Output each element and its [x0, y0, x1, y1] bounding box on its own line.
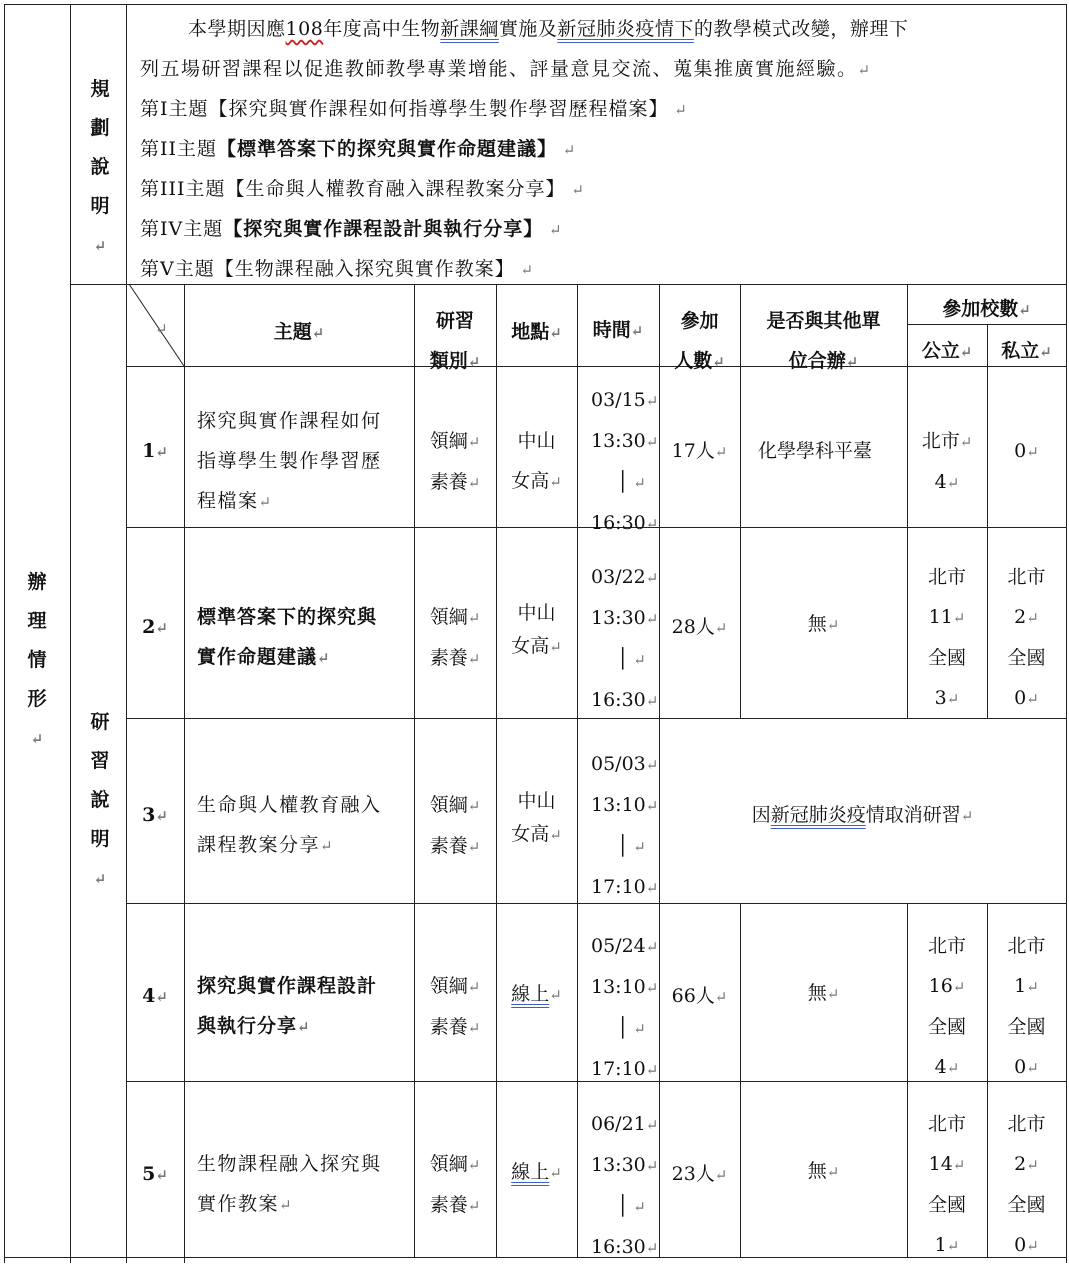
- theme-item: 第IV主題【探究與實作課程設計與執行分享】 ↵: [140, 218, 563, 240]
- header-joint: 是否與其他單 位合辦↵: [766, 310, 881, 372]
- theme-item: 第III主題【生命與人權教育融入課程教案分享】 ↵: [140, 178, 585, 200]
- header-location: 地點↵: [511, 321, 562, 343]
- section-label-outer: 辦 理 情 形↵: [27, 571, 47, 748]
- cancel-note: 因新冠肺炎疫情取消研習↵: [751, 804, 974, 826]
- theme-item: 第I主題【探究與實作課程如何指導學生製作學習歷程檔案】 ↵: [140, 98, 688, 120]
- section-label-workshops: 研 習 說 明↵: [90, 711, 110, 888]
- header-public: 公立↵: [921, 340, 973, 362]
- header-count: 參加 人數↵: [674, 310, 725, 372]
- section-label-planning: 規 劃 說 明↵: [90, 78, 110, 255]
- header-type: 研習 類別↵: [429, 310, 481, 372]
- theme-item: 第V主題【生物課程融入探究與實作教案】 ↵: [140, 258, 535, 280]
- header-schools: 參加校數↵: [942, 298, 1031, 320]
- header-time: 時間↵: [592, 319, 644, 341]
- header-private: 私立↵: [1001, 340, 1052, 362]
- header-topic: 主題↵: [273, 321, 325, 343]
- theme-item: 第II主題【標準答案下的探究與實作命題建議】 ↵: [140, 138, 577, 160]
